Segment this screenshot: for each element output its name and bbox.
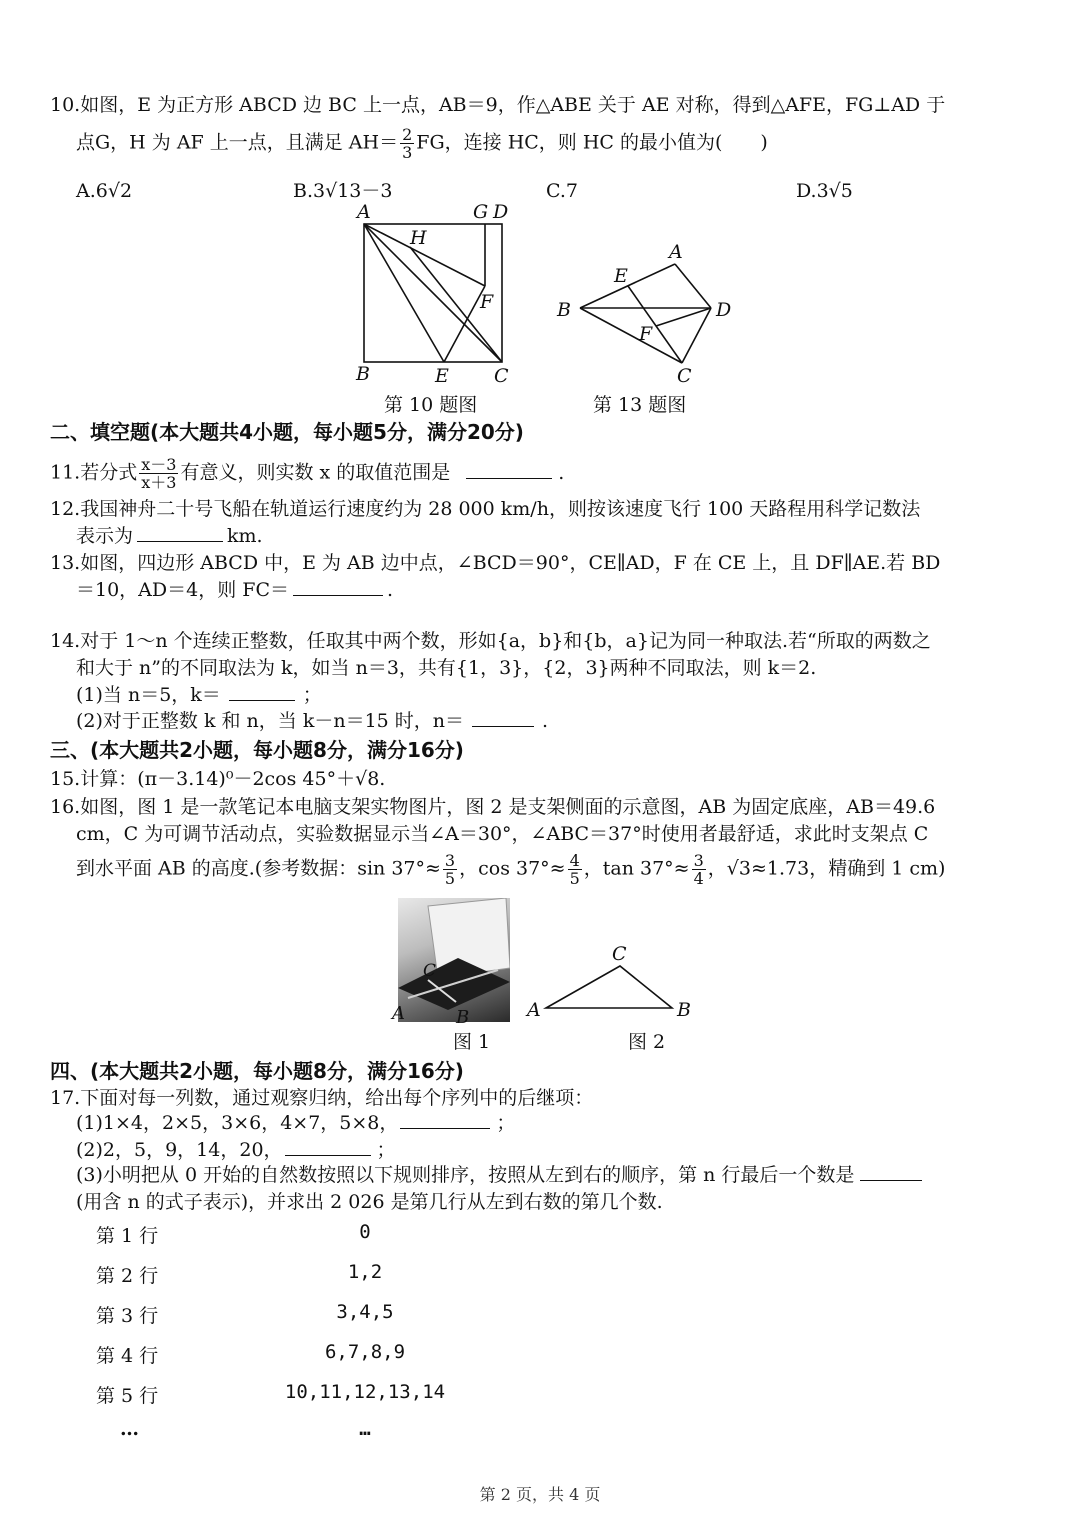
section-3-heading: 三、(本大题共2小题，每小题8分，满分16分)	[50, 738, 464, 762]
row-label-2: 第 2 行	[96, 1265, 159, 1287]
q14-sub2-answer-blank[interactable]	[472, 708, 534, 727]
row-values-4: 6,7,8,9	[324, 1341, 406, 1363]
q17-sub1: (1)1×4，2×5，3×6，4×7，5×8， ；	[76, 1112, 516, 1134]
section-4-heading: 四、(本大题共2小题，每小题8分，满分16分)	[50, 1059, 464, 1083]
q10-fraction: $\frac{2}{3}$	[402, 125, 413, 162]
figure-13-quadrilateral-diagram	[548, 236, 748, 388]
q14-sub1-answer-blank[interactable]	[229, 682, 295, 701]
figure-16-triangle-diagram	[522, 940, 702, 1024]
fig16-label-a: A	[527, 999, 541, 1021]
q16-fraction-cos: $\frac{4}{5}$	[569, 851, 580, 888]
q11-fraction: $\frac{x-3}{x+3}$	[141, 455, 177, 492]
fig10-caption: 第 10 题图	[384, 394, 478, 416]
photo-label-b: B	[456, 1007, 470, 1028]
fig16-label-b: B	[677, 999, 691, 1021]
laptop-stand-illustration	[398, 898, 510, 1022]
q13-answer-blank[interactable]	[293, 577, 383, 596]
fig16-label-c: C	[612, 943, 627, 965]
q10-option-c: C.7	[546, 180, 578, 202]
row-values-2: 1,2	[347, 1261, 383, 1283]
figure-10-square-diagram	[340, 198, 530, 390]
laptop-stand-photo	[398, 898, 510, 1022]
q16-fraction-tan: $\frac{3}{4}$	[693, 851, 704, 888]
row-values-5: 10,11,12,13,14	[284, 1381, 446, 1403]
q13-line2: ＝10，AD＝4，则 FC＝ .	[76, 579, 394, 601]
q16-line2: cm，C 为可调节活动点，实验数据显示当∠A＝30°，∠ABC＝37°时使用者最舒适，求此时支架点 C	[76, 823, 929, 845]
q17-sub3-answer-blank[interactable]	[860, 1162, 922, 1181]
q14-sub2: (2)对于正整数 k 和 n，当 k－n＝15 时，n＝ .	[76, 710, 549, 732]
q10-option-a: A.6√2	[76, 180, 133, 202]
fig13-label-d: D	[716, 299, 732, 321]
fig10-label-g: G	[473, 201, 489, 223]
q10-line2: 点G，H 为 AF 上一点，且满足 AH＝ $\frac{2}{3}$ FG，连接 HC，则 HC 的最小值为( )	[76, 125, 768, 162]
fig13-label-a: A	[669, 241, 683, 263]
fig13-caption: 第 13 题图	[593, 394, 687, 416]
row-label-ellipsis: …	[120, 1418, 139, 1440]
q10-option-b: B.3√13－3	[293, 180, 393, 202]
q12-line1: 12.我国神舟二十号飞船在轨道运行速度约为 28 000 km/h，则按该速度飞行 100 天路程用科学记数法	[50, 498, 921, 520]
q16-line3: 到水平面 AB 的高度.(参考数据：sin 37°≈ $\frac{3}{5}$ ，cos 37°≈ $\frac{4}{5}$ ，tan 37°≈ $\frac{3}{4}$ ，√3≈1.73，精确到 1 cm)	[76, 851, 946, 888]
q14-line2: 和大于 n”的不同取法为 k，如当 n＝3，共有{1，3}，{2，3}两种不同取法，则 k＝2.	[76, 657, 817, 679]
fig10-label-f: F	[480, 291, 494, 313]
fig13-label-b: B	[557, 299, 571, 321]
fig16-1-caption: 图 1	[453, 1031, 491, 1053]
q11-answer-blank[interactable]	[466, 460, 552, 479]
fig10-label-h: H	[410, 227, 427, 249]
row-label-1: 第 1 行	[96, 1225, 159, 1247]
page-footer: 第 2 页，共 4 页	[479, 1485, 601, 1504]
q17-sub2-answer-blank[interactable]	[285, 1137, 371, 1156]
q17-sub1-answer-blank[interactable]	[400, 1110, 490, 1129]
fig10-label-b: B	[356, 363, 370, 385]
q17-line1: 17.下面对每一列数，通过观察归纳，给出每个序列中的后继项：	[50, 1087, 594, 1109]
fig10-label-c: C	[494, 365, 509, 387]
fig13-label-e: E	[614, 265, 628, 287]
q14-sub1: (1)当 n＝5，k＝ ；	[76, 684, 322, 706]
q13-line1: 13.如图，四边形 ABCD 中，E 为 AB 边中点，∠BCD＝90°，CE∥AD，F 在 CE 上，且 DF∥AE.若 BD	[50, 552, 941, 574]
section-2-heading: 二、填空题(本大题共4小题，每小题5分，满分20分)	[50, 420, 524, 444]
fig10-label-a: A	[357, 201, 371, 223]
q15: 15.计算：(π－3.14)⁰－2cos 45°＋√8.	[50, 768, 386, 790]
row-values-3: 3,4,5	[336, 1301, 394, 1323]
q16-line1: 16.如图，图 1 是一款笔记本电脑支架实物图片，图 2 是支架侧面的示意图，AB 为固定底座，AB＝49.6	[50, 796, 936, 818]
q12-line2: 表示为 km.	[76, 525, 263, 547]
fig10-label-e: E	[435, 365, 449, 387]
q16-fraction-sin: $\frac{3}{5}$	[444, 851, 456, 888]
fig10-label-d: D	[493, 201, 509, 223]
row-label-4: 第 4 行	[96, 1345, 159, 1367]
fig16-2-caption: 图 2	[628, 1031, 666, 1053]
fig13-label-c: C	[677, 365, 692, 387]
q11: 11.若分式 $\frac{x-3}{x+3}$ 有意义，则实数 x 的取值范围是 .	[50, 455, 565, 492]
q17-sub3-line2: (用含 n 的式子表示)，并求出 2 026 是第几行从左到右数的第几个数.	[76, 1191, 663, 1213]
photo-label-c: C	[423, 961, 437, 981]
photo-label-a: A	[392, 1003, 405, 1024]
q17-sub2: (2)2，5，9，14，20， ；	[76, 1139, 396, 1161]
row-values-1: 0	[359, 1221, 371, 1243]
row-label-3: 第 3 行	[96, 1305, 159, 1327]
q17-sub3-line1: (3)小明把从 0 开始的自然数按照以下规则排序，按照从左到右的顺序，第 n 行最后一个数是	[76, 1162, 922, 1188]
q14-line1: 14.对于 1～n 个连续正整数，任取其中两个数，形如{a，b}和{b，a}记为同一种取法.若“所取的两数之	[50, 630, 931, 652]
q10-line1: 10.如图，E 为正方形 ABCD 边 BC 上一点，AB＝9，作△ABE 关于 AE 对称，得到△AFE，FG⊥AD 于	[50, 94, 946, 116]
row-label-5: 第 5 行	[96, 1385, 159, 1407]
q10-option-d: D.3√5	[796, 180, 853, 202]
row-values-ellipsis: …	[359, 1418, 371, 1440]
fig13-label-f: F	[639, 323, 653, 345]
q12-answer-blank[interactable]	[137, 523, 223, 542]
